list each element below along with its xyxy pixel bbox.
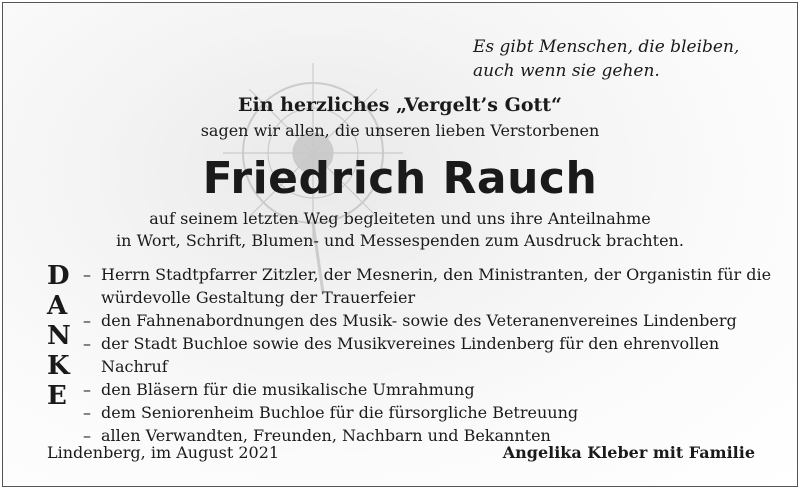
danke-column <box>47 261 71 411</box>
deceased-name: Friedrich Rauch <box>202 153 598 204</box>
danke-letter: A <box>47 291 68 321</box>
list-item-text: Herrn Stadtpfarrer Zitzler, der Mesnerin, den Ministranten, der Organistin für die würdevolle Gestaltung der Trauerfeier <box>101 265 772 307</box>
list-dash: – <box>83 426 91 445</box>
danke-letter: N <box>47 321 71 351</box>
list-dash: – <box>83 265 91 284</box>
quote-line-1: Es gibt Menschen, die bleiben, <box>473 37 740 57</box>
thanks-subheading: sagen wir allen, die unseren lieben Verstorbenen <box>200 121 600 140</box>
list-dash: – <box>83 403 91 422</box>
place-date: Lindenberg, im August 2021 <box>47 443 280 462</box>
list-dash: – <box>83 311 91 330</box>
thanks-paragraph <box>3 208 797 252</box>
list-item <box>83 401 783 424</box>
list-dash: – <box>83 334 91 353</box>
list-item <box>83 263 783 309</box>
obituary-card <box>2 2 798 487</box>
list-item <box>83 378 783 401</box>
list-item-text: den Bläsern für die musikalische Umrahmung <box>101 380 475 399</box>
paragraph-line-2: in Wort, Schrift, Blumen- und Messespenden zum Ausdruck brachten. <box>116 231 684 250</box>
list-item <box>83 332 783 378</box>
paragraph-line-1: auf seinem letzten Weg begleiteten und uns ihre Anteilnahme <box>149 209 651 228</box>
list-item-text: allen Verwandten, Freunden, Nachbarn und Bekannten <box>101 426 551 445</box>
list-item-text: der Stadt Buchloe sowie des Musikvereines Lindenberg für den ehrenvollen Nachruf <box>101 334 720 376</box>
thanks-list <box>83 263 783 447</box>
signature: Angelika Kleber mit Familie <box>502 443 755 462</box>
danke-letter: E <box>47 381 67 411</box>
list-item-text: den Fahnenabordnungen des Musik- sowie des Veteranenvereines Lindenberg <box>101 311 737 330</box>
list-item <box>83 309 783 332</box>
danke-letter: D <box>47 261 70 291</box>
list-item-text: dem Seniorenheim Buchloe für die fürsorgliche Betreuung <box>101 403 579 422</box>
list-dash: – <box>83 380 91 399</box>
danke-letter: K <box>47 351 70 381</box>
quote <box>473 35 739 83</box>
quote-line-2: auch wenn sie gehen. <box>473 61 660 81</box>
thanks-heading: Ein herzliches „Vergelt’s Gott“ <box>238 94 562 116</box>
